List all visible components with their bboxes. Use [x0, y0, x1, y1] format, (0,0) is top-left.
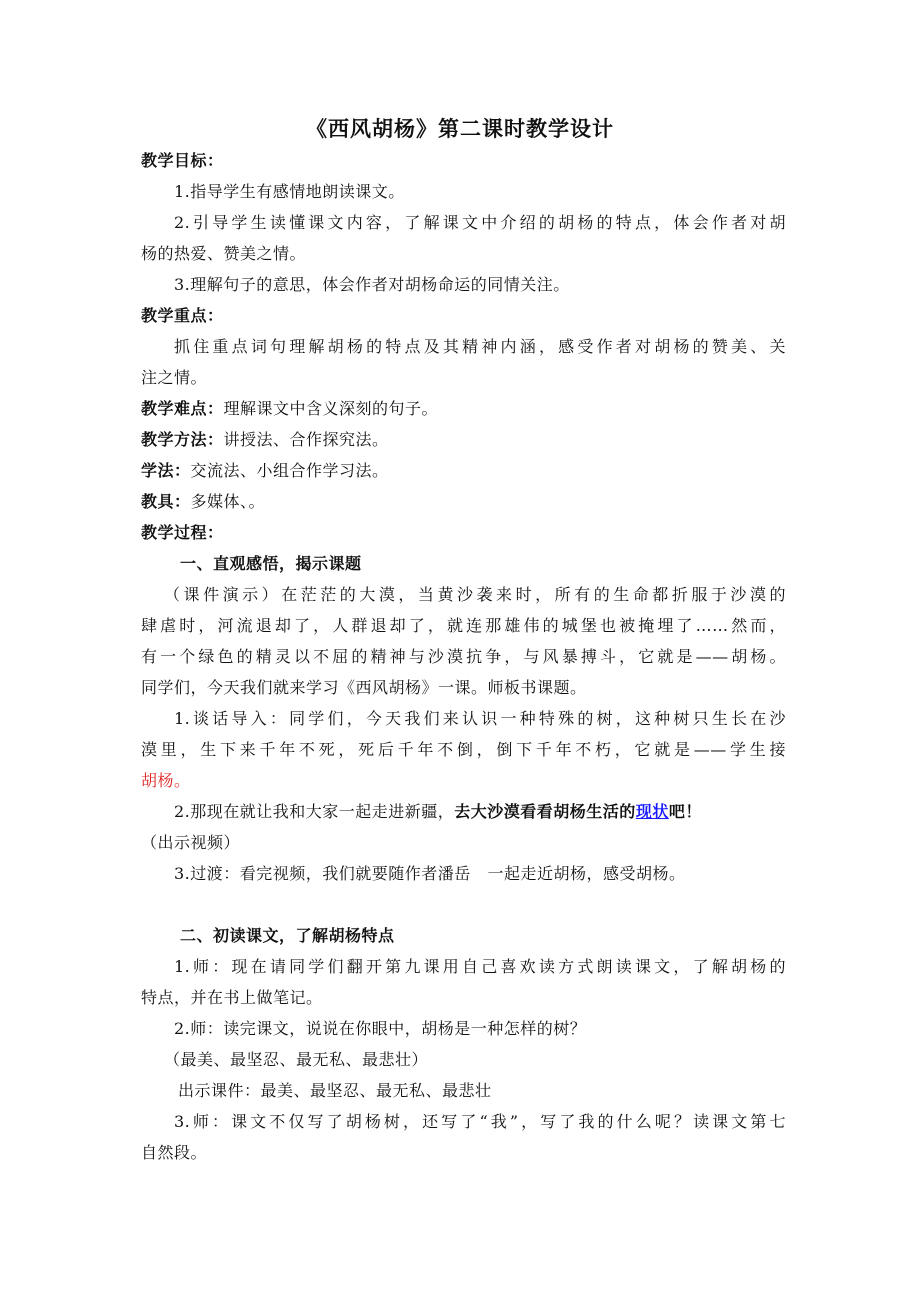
- section-1-para-1-line-2: 肆虐时，河流退却了，人群退却了，就连那雄伟的城堡也被掩埋了……然而，: [141, 616, 786, 635]
- methods-row: [141, 425, 786, 455]
- section-2-para-1-line-1: 1.师：现在请同学们翻开第九课用自己喜欢读方式朗读课文，了解胡杨的: [174, 957, 786, 976]
- section-1-para-3-line-2: （出示视频）: [141, 833, 241, 852]
- tools-row: [141, 487, 786, 517]
- section-2-para-5-line-1: 3.师：课文不仅写了胡杨树，还写了“我”，写了我的什么呢？读课文第七: [174, 1112, 786, 1131]
- difficulty-row: [141, 394, 786, 424]
- goal-1: 1.指导学生有感情地朗读课文。: [174, 182, 405, 201]
- status-link[interactable]: 现状: [635, 802, 669, 821]
- goal-3: 3.理解句子的意思，体会作者对胡杨命运的同情关注。: [174, 275, 570, 294]
- key-points-line-2: 注之情。: [141, 368, 208, 387]
- key-points-heading: 教学重点：: [141, 306, 224, 325]
- key-points-line-1: 抓住重点词句理解胡杨的特点及其精神内涵，感受作者对胡杨的赞美、关: [174, 337, 786, 356]
- section-1-para-1-line-3: 有一个绿色的精灵以不屈的精神与沙漠抗争，与风暴搏斗，它就是——胡杨。: [141, 647, 786, 666]
- para-3-bold-text: 去大沙漠看看胡杨生活的: [454, 802, 636, 821]
- section-2-para-5-line-2: 自然段。: [141, 1143, 208, 1162]
- goal-2-line-2: 杨的热爱、赞美之情。: [141, 244, 307, 263]
- process-heading: 教学过程：: [141, 523, 224, 542]
- section-2-title: 二、初读课文，了解胡杨特点: [180, 926, 395, 945]
- section-1-para-1-line-4: 同学们，今天我们就来学习《西风胡杨》一课。师板书课题。: [141, 678, 587, 697]
- para-3-plain-text: 2.那现在就让我和大家一起走进新疆，: [174, 802, 455, 821]
- methods-text: 讲授法、合作探究法。: [223, 430, 389, 449]
- section-1-para-2-line-2: 漠里，生下来千年不死，死后千年不倒，倒下千年不朽，它就是——学生接: [141, 740, 786, 759]
- study-label: 学法：: [141, 461, 191, 480]
- section-1-para-4: 3.过渡：看完视频，我们就要随作者潘岳 一起走近胡杨，感受胡杨。: [174, 864, 686, 883]
- section-2-para-1-line-2: 特点，并在书上做笔记。: [141, 988, 323, 1007]
- section-2-para-2: 2.师：读完课文，说说在你眼中，胡杨是一种怎样的树？: [174, 1019, 587, 1038]
- document-title: 《西风胡杨》第二课时教学设计: [306, 116, 614, 141]
- para-3-end-text: 吧！: [668, 802, 702, 821]
- section-2-para-3: （最美、最坚忍、最无私、最悲壮）: [164, 1050, 429, 1069]
- section-1-title: 一、直观感悟，揭示课题: [180, 554, 362, 573]
- methods-label: 教学方法：: [141, 430, 224, 449]
- tools-text: 多媒体、。: [190, 492, 266, 511]
- section-1-para-2-line-1: 1.谈话导入：同学们，今天我们来认识一种特殊的树，这种树只生长在沙: [174, 709, 786, 728]
- section-1-para-1-line-1: （课件演示）在茫茫的大漠，当黄沙袭来时，所有的生命都折服于沙漠的: [164, 585, 786, 604]
- goals-heading: 教学目标：: [141, 151, 224, 170]
- goal-2-line-1: 2.引导学生读懂课文内容，了解课文中介绍的胡杨的特点，体会作者对胡: [174, 213, 786, 232]
- difficulty-text: 理解课文中含义深刻的句子。: [223, 399, 439, 418]
- study-text: 交流法、小组合作学习法。: [190, 461, 389, 480]
- tools-label: 教具：: [141, 492, 191, 511]
- section-1-para-2-line-3: 胡杨。: [141, 771, 191, 790]
- section-1-para-3-line-1: [174, 797, 819, 827]
- section-2-para-4: 出示课件：最美、最坚忍、最无私、最悲壮: [178, 1081, 492, 1100]
- study-row: [141, 456, 786, 486]
- difficulty-label: 教学难点：: [141, 399, 224, 418]
